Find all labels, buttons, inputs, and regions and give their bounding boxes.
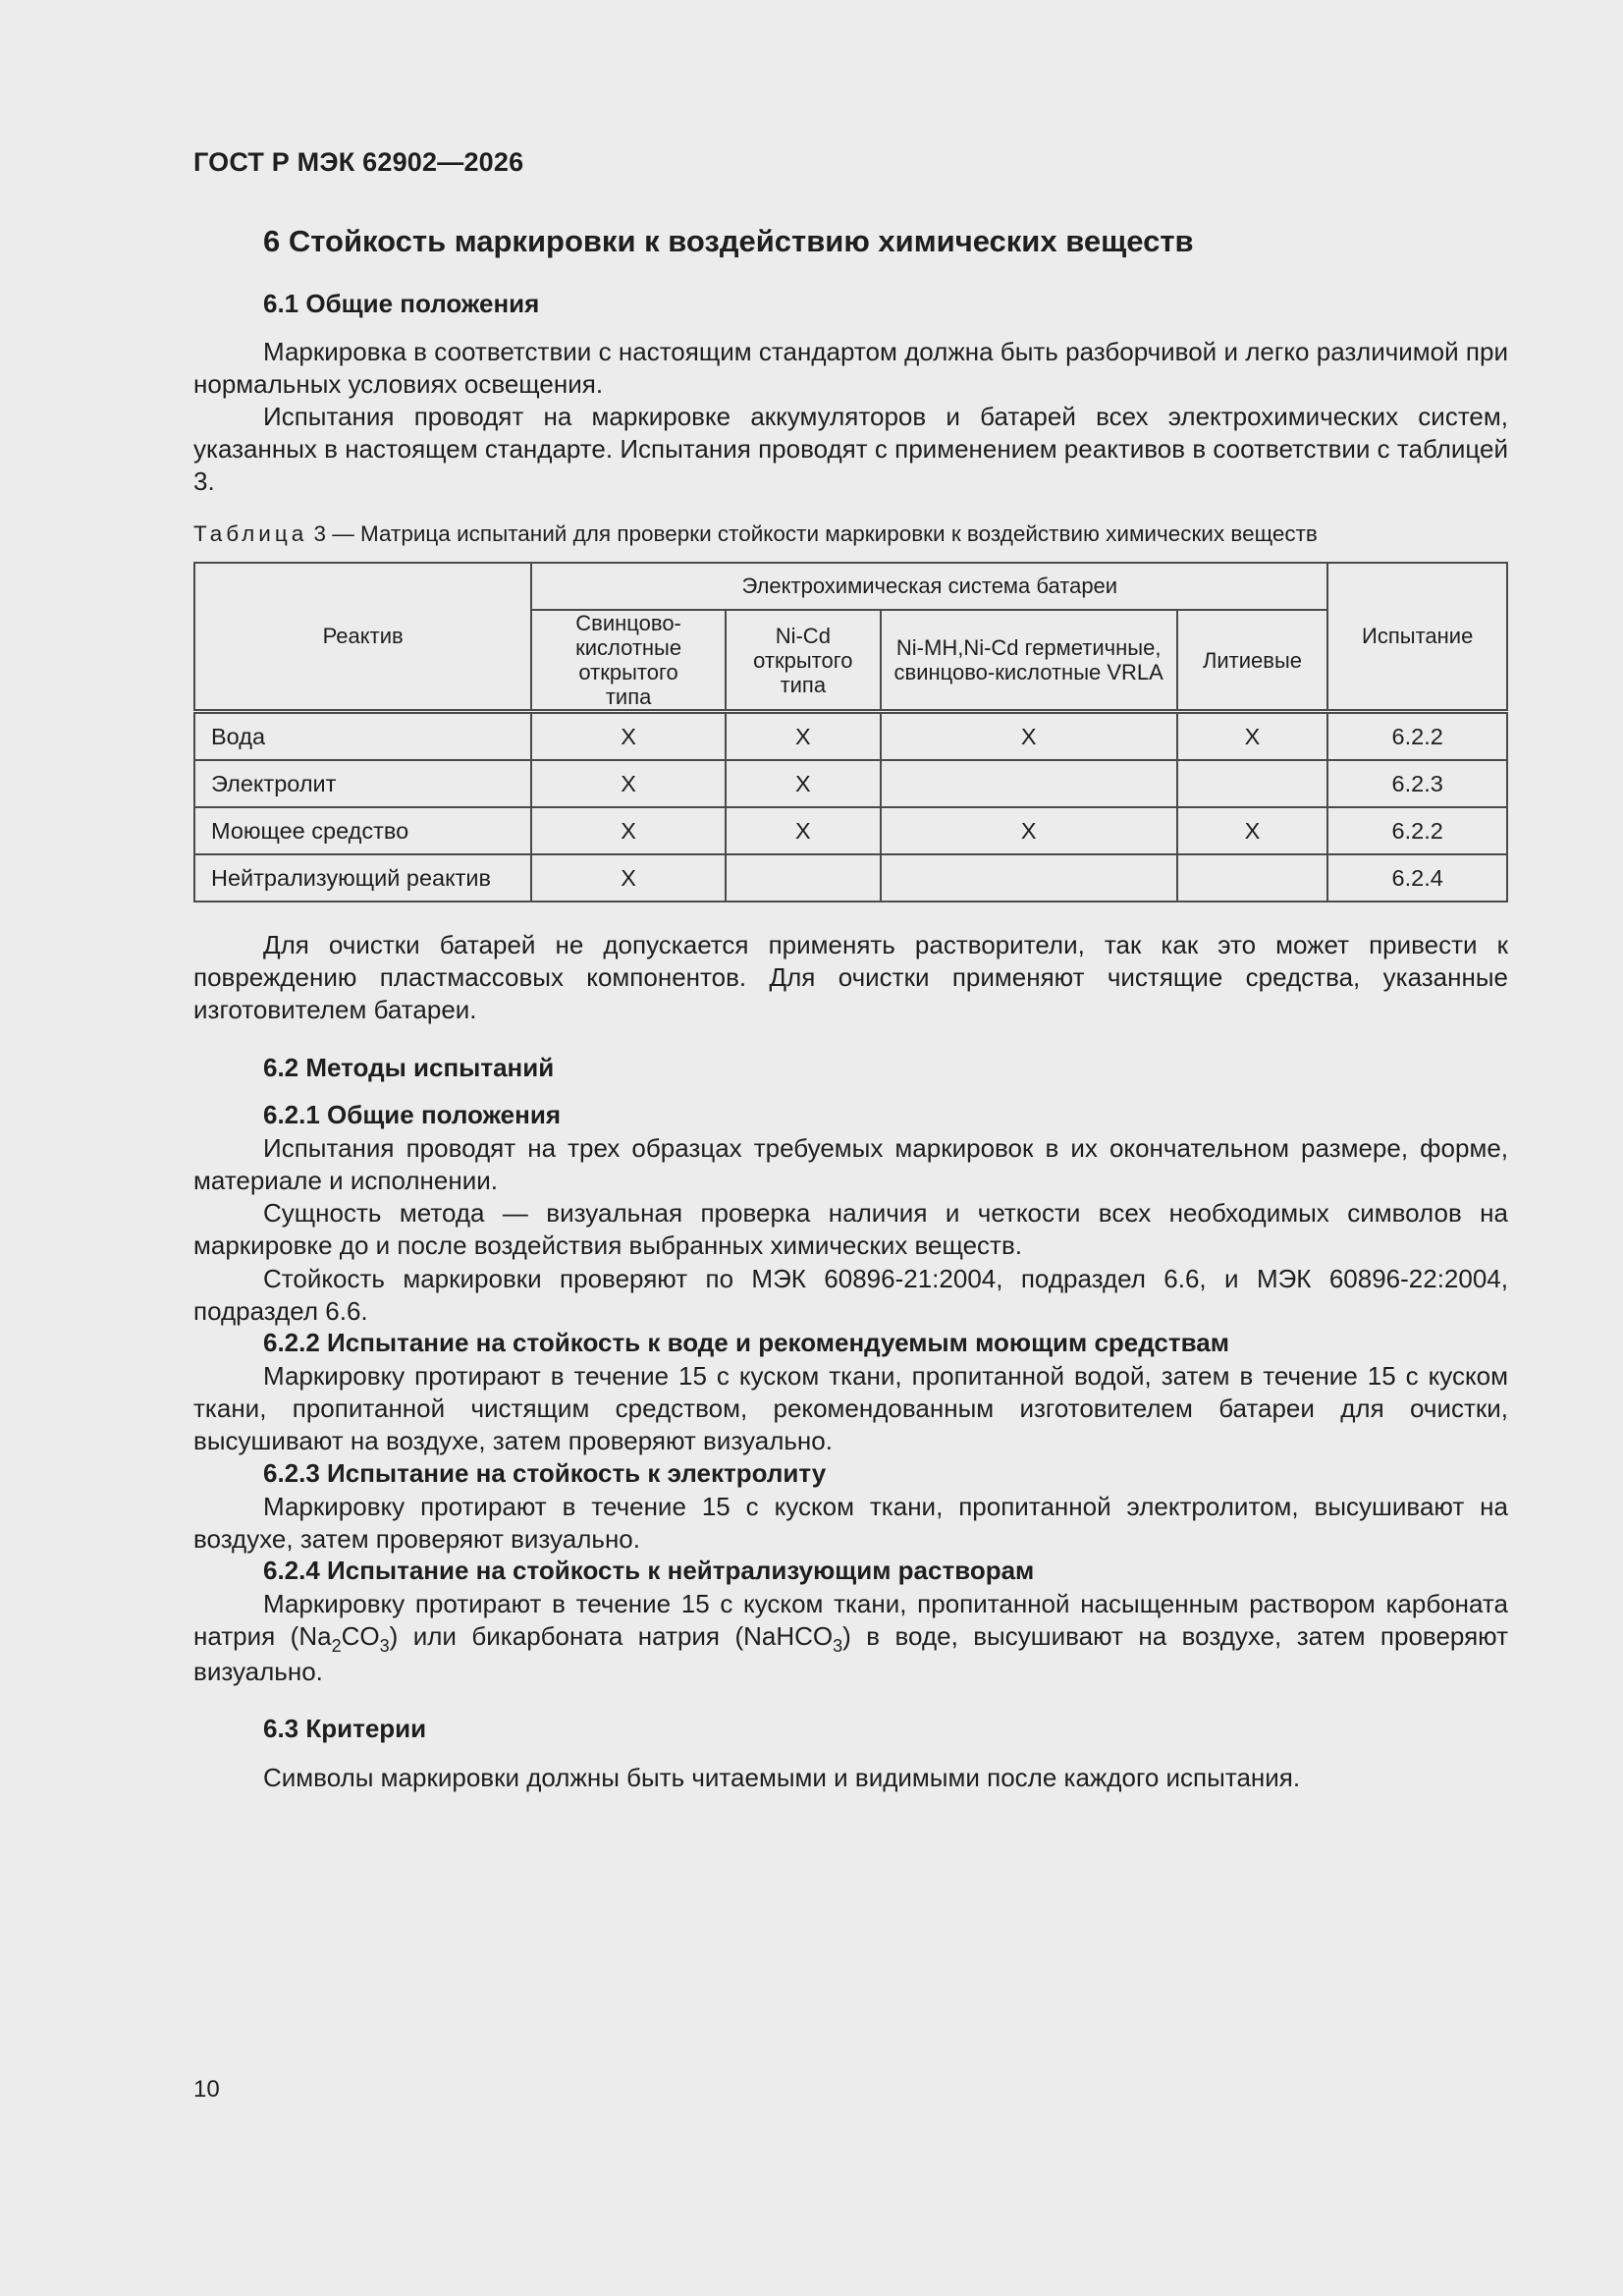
table-row	[194, 807, 1507, 854]
section-6-2-2-paragraph: Маркировку протирают в течение 15 с куском ткани, пропитанной водой, затем в течение 15 с куском ткани, пропитанной чистящим средством, рекомендованным изготовителем батареи для очистки, высушивают на воздухе, затем проверяют визуально.	[193, 1361, 1508, 1455]
column-header-lead-acid-vented: Свинцово-кислотные открытого типа	[531, 610, 726, 712]
test-matrix-table	[193, 562, 1508, 902]
reagent-cell: Электролит	[194, 760, 531, 807]
section-6-2-4-paragraph: Маркировку протирают в течение 15 с куском ткани, пропитанной насыщенным раствором карбоната натрия $(Na_2CO_3)$ или бикарбоната натрия (NaHCO$_3$) в воде, высушивают на воздухе, затем проверяют визуально.	[193, 1589, 1508, 1686]
table-caption-text: 3 — Матрица испытаний для проверки стойкости маркировки к воздействию химических веществ	[313, 521, 1318, 546]
matrix-cell	[1177, 760, 1328, 807]
column-header-nicd-vented: Ni-Cd открытого типа	[726, 610, 881, 712]
test-ref-cell: 6.2.2	[1327, 807, 1507, 854]
column-header-lithium: Литиевые	[1177, 610, 1328, 712]
matrix-cell: X	[881, 712, 1177, 761]
table-row	[194, 854, 1507, 902]
matrix-cell: X	[531, 854, 726, 902]
section-6-2-1-paragraph-3: Стойкость маркировки проверяют по МЭК 60896-21:2004, подраздел 6.6, и МЭК 60896-22:2004, подраздел 6.6.	[193, 1264, 1508, 1326]
matrix-cell: X	[531, 712, 726, 761]
after-table-paragraph: Для очистки батарей не допускается применять растворители, так как это может привести к повреждению пластмассовых компонентов. Для очистки применяют чистящие средства, указанные изготовителем батареи.	[193, 930, 1508, 1024]
matrix-cell	[881, 760, 1177, 807]
matrix-cell: X	[726, 807, 881, 854]
matrix-cell: X	[531, 760, 726, 807]
test-ref-cell: 6.2.2	[1327, 712, 1507, 761]
table-caption-label: Таблица	[193, 521, 308, 546]
column-header-sealed-vrla: Ni-MH,Ni-Cd герметичные, свинцово-кислотные VRLA	[881, 610, 1177, 712]
matrix-cell: X	[531, 807, 726, 854]
matrix-cell: X	[726, 712, 881, 761]
reagent-cell: Вода	[194, 712, 531, 761]
reagent-cell: Нейтрализующий реактив	[194, 854, 531, 902]
section-6-2-1-heading: 6.2.1 Общие положения	[263, 1100, 561, 1129]
table-row	[194, 712, 1507, 761]
page-number: 10	[193, 2076, 220, 2103]
section-6-2-4-heading: 6.2.4 Испытание на стойкость к нейтрализующим растворам	[263, 1556, 1035, 1585]
column-header-reagent: Реактив	[194, 563, 531, 712]
section-6-2-1-paragraph-1: Испытания проводят на трех образцах требуемых маркировок в их окончательном размере, форме, материале и исполнении.	[193, 1133, 1508, 1195]
matrix-cell	[1177, 854, 1328, 902]
column-header-test: Испытание	[1327, 563, 1507, 712]
document-header-id: ГОСТ Р МЭК 62902—2026	[193, 147, 524, 177]
matrix-cell: X	[1177, 807, 1328, 854]
section-6-heading: 6 Стойкость маркировки к воздействию химических веществ	[263, 224, 1194, 258]
matrix-cell: X	[726, 760, 881, 807]
section-6-1-paragraph-2: Испытания проводят на маркировке аккумуляторов и батарей всех электрохимических систем, указанных в настоящем стандарте. Испытания проводят с применением реактивов в соответствии с таблицей 3.	[193, 402, 1508, 496]
section-6-2-heading: 6.2 Методы испытаний	[263, 1053, 555, 1082]
section-6-2-2-heading: 6.2.2 Испытание на стойкость к воде и рекомендуемым моющим средствам	[263, 1328, 1229, 1357]
section-6-3-heading: 6.3 Критерии	[263, 1714, 427, 1743]
section-6-2-3-heading: 6.2.3 Испытание на стойкость к электролиту	[263, 1458, 827, 1488]
section-6-2-3-paragraph: Маркировку протирают в течение 15 с куском ткани, пропитанной электролитом, высушивают на воздухе, затем проверяют визуально.	[193, 1492, 1508, 1554]
matrix-cell: X	[881, 807, 1177, 854]
test-ref-cell: 6.2.3	[1327, 760, 1507, 807]
column-group-header-electrochemical-system: Электрохимическая система батареи	[531, 563, 1327, 610]
section-6-1-paragraph-1: Маркировка в соответствии с настоящим стандартом должна быть разборчивой и легко различимой при нормальных условиях освещения.	[193, 337, 1508, 399]
matrix-cell: X	[1177, 712, 1328, 761]
matrix-cell	[881, 854, 1177, 902]
section-6-3-paragraph: Символы маркировки должны быть читаемыми и видимыми после каждого испытания.	[263, 1763, 1301, 1792]
section-6-1-heading: 6.1 Общие положения	[263, 289, 540, 318]
reagent-cell: Моющее средство	[194, 807, 531, 854]
table-3-caption	[193, 521, 1508, 547]
section-6-2-1-paragraph-2: Сущность метода — визуальная проверка наличия и четкости всех необходимых символов на маркировке до и после воздействия выбранных химических веществ.	[193, 1198, 1508, 1260]
test-ref-cell: 6.2.4	[1327, 854, 1507, 902]
table-row	[194, 760, 1507, 807]
matrix-cell	[726, 854, 881, 902]
